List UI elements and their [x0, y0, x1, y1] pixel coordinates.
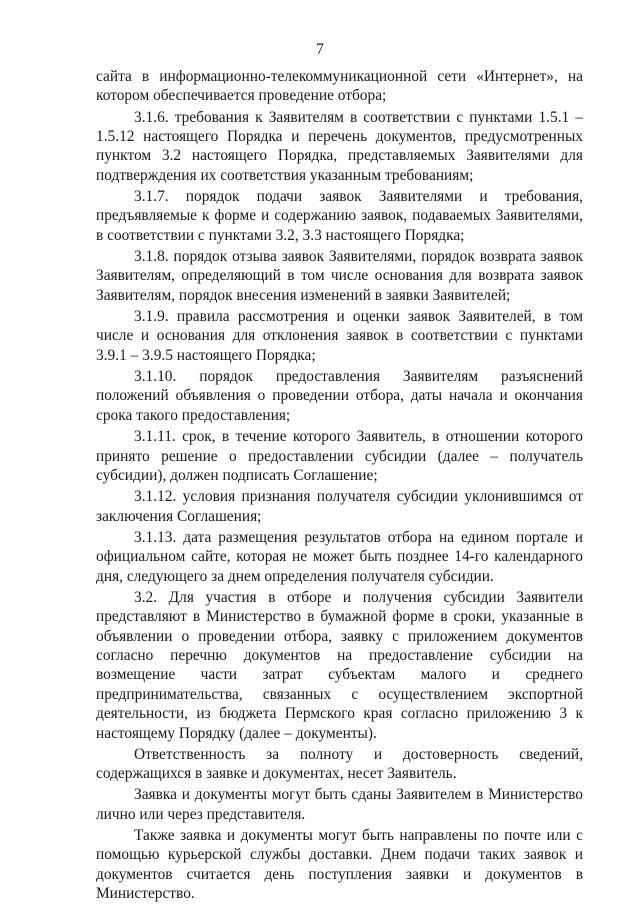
paragraph-3-1-12: 3.1.12. условия признания получателя субсидии уклонившимся от заключения Соглашения; — [96, 488, 583, 525]
page-number: 7 — [316, 41, 324, 58]
paragraph-submission-in-person: Заявка и документы могут быть сданы Заявителем в Министерство лично или через представителя. — [96, 786, 583, 823]
paragraph-3-1-6: 3.1.6. требования к Заявителям в соответствии с пунктами 1.5.1 – 1.5.12 настоящего Порядка и перечень документов, предусмотренных пунктом 3.2 настоящего Порядка, представляемых Заявителями для подтверждения их соответствия указанным требованиям; — [96, 108, 583, 184]
paragraph-3-2: 3.2. Для участия в отборе и получения субсидии Заявители представляют в Министерство в бумажной форме в сроки, указанные в объявлении о проведении отбора, заявку с приложением документов согласно перечню документов на предоставление субсидии на возмещение части затрат субъектам малого и среднего предпринимательства, связанных с осуществлением экспортной деятельности, из бюджета Пермского края согласно приложению 3 к настоящему Порядку (далее – документы). — [96, 588, 583, 742]
paragraph-submission-by-mail: Также заявка и документы могут быть направлены по почте или с помощью курьерской службы доставки. Днем подачи таких заявок и документов считается день поступления заявки и документов в Министерство. — [96, 827, 583, 903]
paragraph-3-1-8: 3.1.8. порядок отзыва заявок Заявителями, порядок возврата заявок Заявителям, определяющий в том числе основания для возврата заявок Заявителям, порядок внесения изменений в заявки Заявителей; — [96, 248, 583, 304]
paragraph-continuation: сайта в информационно-телекоммуникационной сети «Интернет», на котором обеспечивается проведение отбора; — [96, 68, 583, 105]
paragraph-responsibility: Ответственность за полноту и достоверность сведений, содержащихся в заявке и документах, несет Заявитель. — [96, 745, 583, 783]
document-body — [96, 67, 583, 905]
paragraph-3-1-10: 3.1.10. порядок предоставления Заявителям разъяснений положений объявления о проведении отбора, даты начала и окончания срока такого предоставления; — [96, 368, 583, 424]
paragraph-3-1-9: 3.1.9. правила рассмотрения и оценки заявок Заявителей, в том числе и основания для отклонения заявок в соответствии с пунктами 3.9.1 – 3.9.5 настоящего Порядка; — [96, 308, 583, 364]
paragraph-3-1-13: 3.1.13. дата размещения результатов отбора на едином портале и официальном сайте, которая не может быть позднее 14-го календарного дня, следующего за днем определения получателя субсидии. — [96, 528, 583, 585]
paragraph-3-1-7: 3.1.7. порядок подачи заявок Заявителями и требования, предъявляемые к форме и содержанию заявок, подаваемых Заявителями, в соответствии с пунктами 3.2, 3.3 настоящего Порядка; — [96, 188, 583, 244]
paragraph-3-1-11: 3.1.11. срок, в течение которого Заявитель, в отношении которого принято решение о предоставлении субсидии (далее – получатель субсидии), должен подписать Соглашение; — [96, 428, 583, 484]
